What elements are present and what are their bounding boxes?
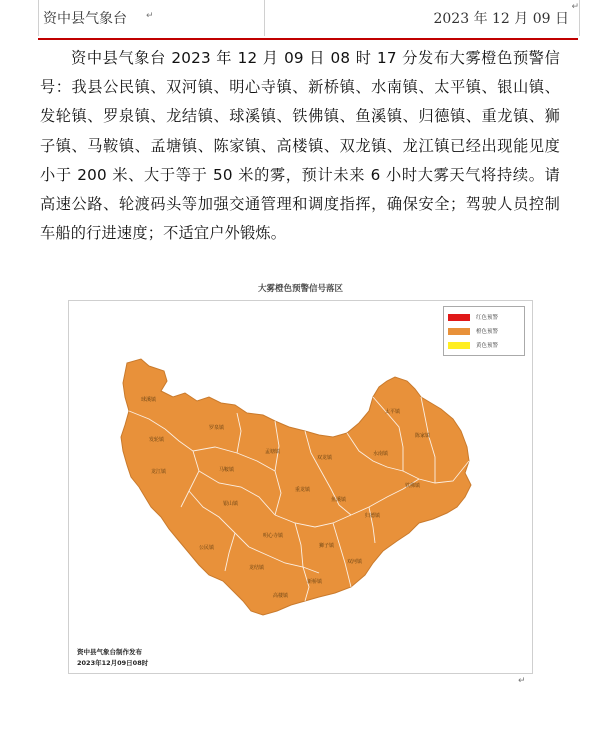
header-divider	[264, 0, 265, 36]
paragraph-mark: ↵	[518, 676, 526, 686]
map-legend	[443, 306, 525, 356]
legend-label: 黄色预警	[476, 343, 499, 349]
svg-text:陈家镇: 陈家镇	[415, 433, 431, 439]
svg-text:重龙镇: 重龙镇	[295, 487, 311, 493]
svg-text:银山镇: 银山镇	[223, 501, 239, 507]
paragraph-mark: ↵	[146, 11, 154, 21]
paragraph-mark: ↵	[571, 2, 579, 12]
legend-swatch-red	[448, 314, 470, 321]
map-footer-issuer: 资中县气象台制作发布	[77, 648, 142, 656]
bulletin-text: 资中县气象台 2023 年 12 月 09 日 08 时 17 分发布大雾橙色预警信号：我县公民镇、双河镇、明心寺镇、新桥镇、水南镇、太平镇、银山镇、发轮镇、罗泉镇、龙结镇、球溪镇、铁佛镇、鱼溪镇、归德镇、重龙镇、狮子镇、马鞍镇、孟塘镇、陈家镇、高楼镇、双龙镇、龙江镇已经出现能见度小于 200 米、大于等于 50 米的雾，预计未来 6 小时大雾天气将持续。请高速公路、轮渡码头等加强交通管理和调度指挥，确保安全；驾驶人员控制车船的行进速度；不适宜户外锻炼。	[40, 49, 560, 243]
svg-text:水南镇: 水南镇	[373, 451, 389, 457]
header-date: 2023 年 12 月 09 日	[433, 11, 569, 27]
svg-text:双龙镇: 双龙镇	[317, 455, 333, 461]
legend-swatch-yellow	[448, 342, 470, 349]
header-station-name: 资中县气象台	[43, 11, 127, 27]
svg-text:公民镇: 公民镇	[199, 545, 215, 551]
svg-text:鱼溪镇: 鱼溪镇	[331, 497, 347, 503]
legend-label: 橙色预警	[476, 329, 499, 335]
svg-text:龙结镇: 龙结镇	[249, 565, 265, 571]
svg-text:双河镇: 双河镇	[347, 559, 363, 565]
map-footer-time: 2023年12月09日08时	[77, 659, 149, 667]
svg-text:高楼镇: 高楼镇	[273, 593, 289, 599]
svg-text:马鞍镇: 马鞍镇	[219, 467, 235, 473]
svg-text:太平镇: 太平镇	[385, 409, 401, 415]
header-table	[38, 0, 580, 36]
map-title: 大雾橙色预警信号落区	[257, 284, 343, 294]
red-separator-line	[38, 38, 578, 40]
svg-text:发轮镇: 发轮镇	[149, 437, 165, 443]
svg-text:新桥镇: 新桥镇	[307, 579, 323, 585]
svg-text:孟塘镇: 孟塘镇	[265, 449, 281, 455]
svg-text:狮子镇: 狮子镇	[319, 543, 335, 549]
svg-text:罗泉镇: 罗泉镇	[209, 425, 225, 431]
svg-text:龙江镇: 龙江镇	[151, 469, 167, 475]
svg-text:明心寺镇: 明心寺镇	[263, 533, 284, 539]
legend-label: 红色预警	[476, 315, 499, 321]
svg-text:归德镇: 归德镇	[365, 513, 381, 519]
warning-map-figure	[68, 284, 533, 674]
legend-swatch-orange	[448, 328, 470, 335]
svg-text:铁佛镇: 铁佛镇	[405, 483, 421, 489]
county-map	[69, 301, 532, 673]
svg-text:球溪镇: 球溪镇	[141, 397, 157, 403]
